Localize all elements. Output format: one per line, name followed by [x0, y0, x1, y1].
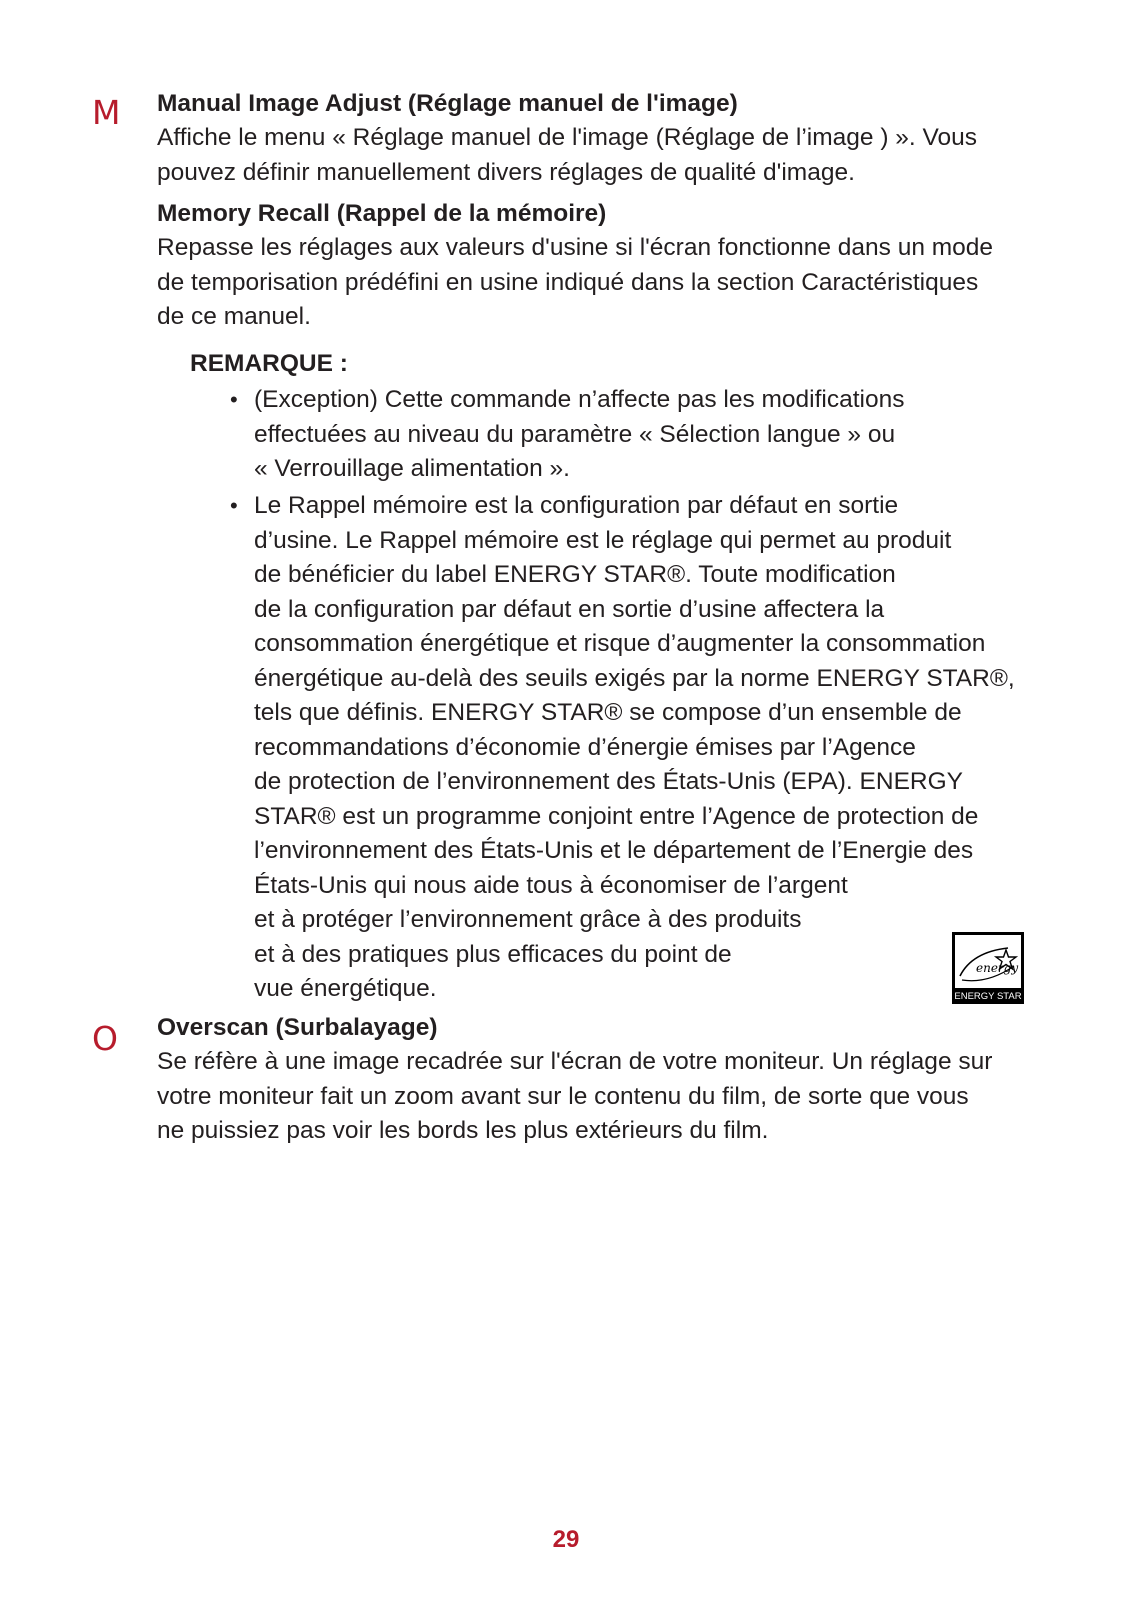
- energy-script-text: energy: [976, 961, 1019, 975]
- description-line: Affiche le menu « Réglage manuel de l'image (Réglage de l’image ) ». Vous: [157, 124, 978, 151]
- remark-bullet-energy-star: [254, 489, 1015, 1007]
- section-letter-m: M: [92, 93, 121, 132]
- bullet-line: (Exception) Cette commande n’affecte pas les modifications: [254, 386, 905, 413]
- section-letter-o: O: [92, 1019, 118, 1058]
- bullet-line: et à protéger l’environnement grâce à des produits: [254, 906, 802, 933]
- bullet-line: d’usine. Le Rappel mémoire est le réglage qui permet au produit: [254, 526, 952, 554]
- bullet-line: et à des pratiques plus efficaces du point de: [254, 940, 732, 968]
- description-line: pouvez définir manuellement divers réglages de qualité d'image.: [157, 158, 855, 186]
- description-line: ne puissiez pas voir les bords les plus extérieurs du film.: [157, 1117, 769, 1144]
- bullet-line: effectuées au niveau du paramètre « Sélection langue » ou: [254, 420, 896, 448]
- bullet-line: recommandations d’économie d’énergie émises par l’Agence: [254, 733, 916, 761]
- entry-overscan: [157, 1011, 1057, 1149]
- bullet-line: tels que définis. ENERGY STAR® se compose d’un ensemble de: [254, 699, 962, 726]
- bullet-line: consommation énergétique et risque d’augmenter la consommation: [254, 630, 986, 657]
- entry-manual-image-adjust: [157, 87, 1057, 190]
- bullet-line: États-Unis qui nous aide tous à économiser de l’argent: [254, 871, 848, 899]
- description-line: votre moniteur fait un zoom avant sur le contenu du film, de sorte que vous: [157, 1082, 969, 1110]
- bullet-symbol: •: [230, 493, 238, 518]
- energy-star-caption: ENERGY STAR: [954, 991, 1022, 1002]
- bullet-line: énergétique au-delà des seuils exigés par la norme ENERGY STAR®,: [254, 664, 1015, 692]
- bullet-line: STAR® est un programme conjoint entre l’Agence de protection de: [254, 802, 979, 830]
- description-line: de temporisation prédéfini en usine indiqué dans la section Caractéristiques: [157, 268, 979, 296]
- bullet-symbol: •: [230, 387, 238, 412]
- description-line: de ce manuel.: [157, 303, 311, 330]
- bullet-line: de protection de l’environnement des États-Unis (EPA). ENERGY: [254, 768, 964, 795]
- remark-bullet-exception: [254, 383, 904, 487]
- entry-title: Manual Image Adjust (Réglage manuel de l'image): [157, 90, 738, 117]
- bullet-line: de bénéficier du label ENERGY STAR®. Toute modification: [254, 561, 896, 588]
- page-number: 29: [552, 1526, 580, 1553]
- description-line: Se réfère à une image recadrée sur l'écran de votre moniteur. Un réglage sur: [157, 1048, 993, 1075]
- entry-description: [157, 1045, 1057, 1149]
- entry-title: Overscan (Surbalayage): [157, 1014, 438, 1041]
- bullet-line: vue énergétique.: [254, 975, 437, 1002]
- description-line: Repasse les réglages aux valeurs d'usine si l'écran fonctionne dans un mode: [157, 234, 994, 261]
- entry-description: [157, 231, 1057, 335]
- bullet-line: « Verrouillage alimentation ».: [254, 455, 570, 482]
- entry-description: [157, 121, 1057, 190]
- bullet-line: l’environnement des États-Unis et le département de l’Energie des: [254, 837, 974, 864]
- bullet-line: Le Rappel mémoire est la configuration par défaut en sortie: [254, 492, 899, 519]
- energy-star-logo: [952, 932, 1024, 1004]
- entry-title: Memory Recall (Rappel de la mémoire): [157, 200, 607, 227]
- entry-memory-recall: [157, 197, 1057, 335]
- remark-label: REMARQUE :: [190, 350, 348, 377]
- bullet-line: de la configuration par défaut en sortie d’usine affectera la: [254, 595, 885, 623]
